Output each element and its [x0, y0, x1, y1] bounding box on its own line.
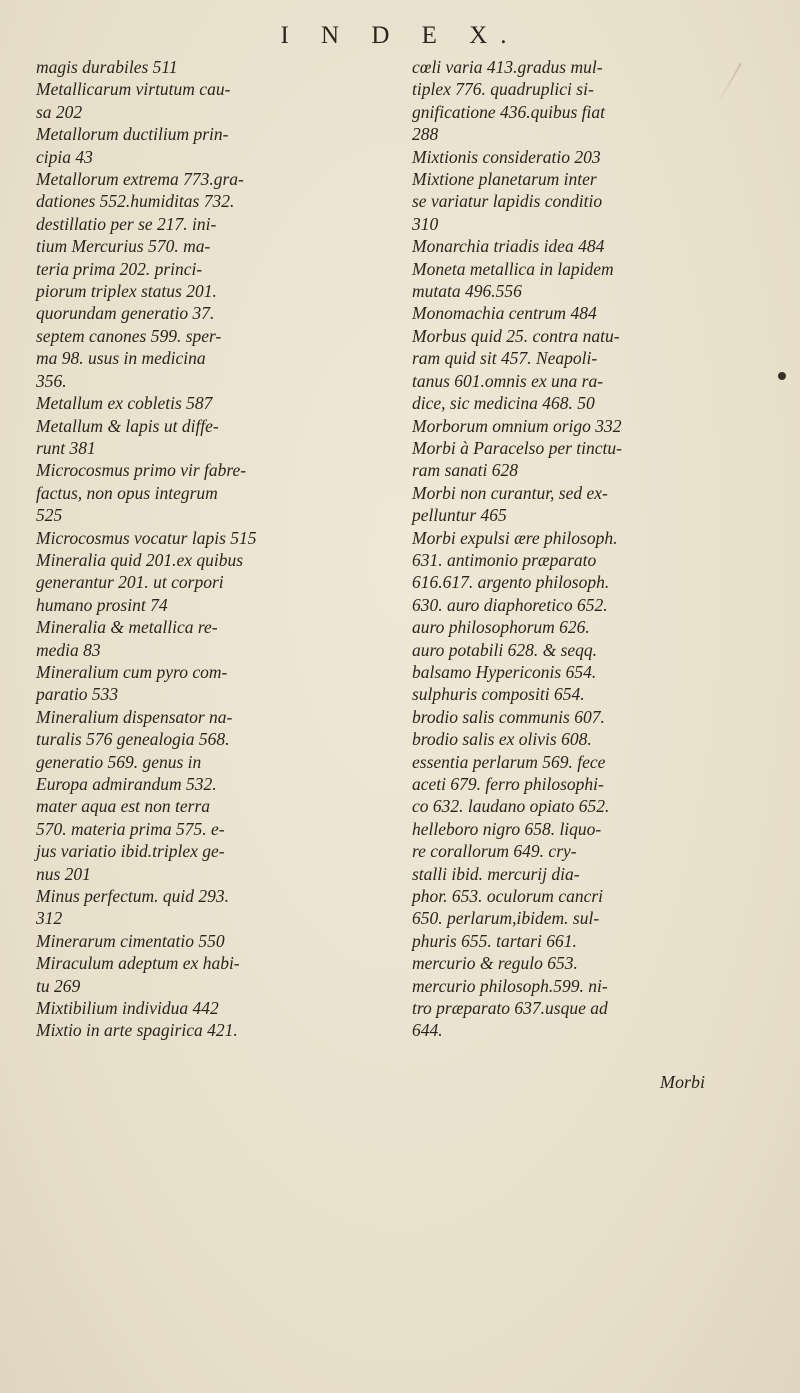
entry-line: sa 202 — [36, 101, 83, 122]
entry-line: dice, sic medicina 468. 50 — [412, 393, 595, 414]
index-entry — [36, 616, 352, 661]
entry-line: Mixtibilium individua 442 — [36, 998, 219, 1019]
entry-line: 631. antimonio præparato — [412, 549, 597, 570]
entry-line: Morbi expulsi ære philosoph. — [412, 527, 618, 548]
entry-line: 650. perlarum,ibidem. sul- — [412, 908, 600, 929]
index-entry — [412, 235, 730, 257]
entry-line: Monarchia triadis idea 484 — [412, 236, 605, 257]
index-entry — [36, 549, 352, 616]
entry-line: piorum triplex status 201. — [36, 281, 217, 302]
entry-line: Metallum ex cobletis 587 — [36, 393, 213, 414]
entry-line: mutata 496.556 — [412, 281, 522, 302]
index-entry — [412, 146, 730, 168]
entry-line: turalis 576 genealogia 568. — [36, 729, 230, 750]
entry-line: generantur 201. ut corpori — [36, 572, 224, 593]
entry-line: ram quid sit 457. Neapoli- — [412, 348, 598, 369]
entry-line: re corallorum 649. cry- — [412, 841, 577, 862]
left-column — [36, 56, 352, 1042]
entry-line: media 83 — [36, 639, 101, 660]
entry-line: tro præparato 637.usque ad — [412, 998, 608, 1019]
entry-line: 312 — [36, 908, 63, 929]
index-entry — [36, 706, 352, 885]
entry-line: 644. — [412, 1020, 443, 1041]
entry-line: stalli ibid. mercurij dia- — [412, 863, 580, 884]
entry-line: Minerarum cimentatio 550 — [36, 930, 225, 951]
entry-line: mercurio & regulo 653. — [412, 953, 578, 974]
entry-line: tanus 601.omnis ex una ra- — [412, 370, 604, 391]
entry-line: brodio salis communis 607. — [412, 706, 605, 727]
index-entry — [36, 415, 352, 460]
entry-line: tu 269 — [36, 975, 81, 996]
ink-spot — [778, 372, 786, 380]
entry-line: destillatio per se 217. ini- — [36, 213, 217, 234]
entry-line: co 632. laudano opiato 652. — [412, 796, 610, 817]
entry-line: brodio salis ex olivis 608. — [412, 729, 592, 750]
entry-line: Microcosmus vocatur lapis 515 — [36, 527, 257, 548]
index-entry — [36, 168, 352, 392]
index-entry — [36, 123, 352, 168]
entry-line: Mineralium dispensator na- — [36, 706, 233, 727]
entry-line: Minus perfectum. quid 293. — [36, 886, 229, 907]
entry-line: essentia perlarum 569. fece — [412, 751, 606, 772]
entry-line: teria prima 202. princi- — [36, 258, 203, 279]
entry-line: 525 — [36, 505, 63, 526]
entry-line: Microcosmus primo vir fabre- — [36, 460, 247, 481]
entry-line: jus variatio ibid.triplex ge- — [36, 841, 225, 862]
index-entry — [36, 661, 352, 706]
entry-line: Mineralia & metallica re- — [36, 617, 218, 638]
entry-line: Mixtionis consideratio 203 — [412, 146, 601, 167]
index-entry — [412, 325, 730, 415]
entry-line: 288 — [412, 124, 439, 145]
entry-line: dationes 552.humiditas 732. — [36, 191, 235, 212]
entry-line: ram sanati 628 — [412, 460, 518, 481]
entry-line: humano prosint 74 — [36, 594, 168, 615]
entry-line: cipia 43 — [36, 146, 93, 167]
entry-line: tium Mercurius 570. ma- — [36, 236, 211, 257]
right-column — [412, 56, 730, 1042]
entry-line: ma 98. usus in medicina — [36, 348, 206, 369]
index-entry — [36, 527, 352, 549]
index-entry — [36, 952, 352, 997]
entry-line: Metallicarum virtutum cau- — [36, 79, 231, 100]
entry-line: 356. — [36, 370, 67, 391]
entry-line: pelluntur 465 — [412, 505, 507, 526]
entry-line: Morborum omnium origo 332 — [412, 415, 622, 436]
index-entry — [412, 258, 730, 303]
page-header: I N D E X. — [280, 22, 520, 49]
index-entry — [36, 459, 352, 526]
entry-line: helleboro nigro 658. liquo- — [412, 818, 602, 839]
entry-line: septem canones 599. sper- — [36, 325, 222, 346]
index-entry — [36, 392, 352, 414]
entry-line: Metallorum extrema 773.gra- — [36, 169, 244, 190]
entry-line: Morbi non curantur, sed ex- — [412, 482, 608, 503]
entry-line: auro potabili 628. & seqq. — [412, 639, 598, 660]
catchword: Morbi — [660, 1072, 705, 1092]
entry-line: phuris 655. tartari 661. — [412, 930, 577, 951]
entry-line: 570. materia prima 575. e- — [36, 818, 225, 839]
entry-line: auro philosophorum 626. — [412, 617, 590, 638]
entry-line: runt 381 — [36, 437, 96, 458]
index-entry — [412, 482, 730, 527]
entry-line: quorundam generatio 37. — [36, 303, 215, 324]
entry-line: Moneta metallica in lapidem — [412, 258, 614, 279]
index-entry — [412, 527, 730, 1042]
index-entry — [412, 302, 730, 324]
entry-line: Mixtio in arte spagirica 421. — [36, 1020, 238, 1041]
entry-line: gnificatione 436.quibus fiat — [412, 101, 605, 122]
entry-line: Monomachia centrum 484 — [412, 303, 597, 324]
entry-line: factus, non opus integrum — [36, 482, 218, 503]
entry-line: balsamo Hypericonis 654. — [412, 661, 597, 682]
entry-line: Morbi à Paracelso per tinctu- — [412, 437, 622, 458]
entry-line: mercurio philosoph.599. ni- — [412, 975, 608, 996]
index-entry — [36, 997, 352, 1019]
index-entry — [36, 56, 352, 78]
entry-line: se variatur lapidis conditio — [412, 191, 603, 212]
entry-line: 310 — [412, 213, 439, 234]
entry-line: cœli varia 413.gradus mul- — [412, 57, 603, 77]
index-entry — [36, 885, 352, 930]
entry-line: Metallum & lapis ut diffe- — [36, 415, 219, 436]
entry-line: mater aqua est non terra — [36, 796, 211, 817]
entry-line: Mixtione planetarum inter — [412, 169, 597, 190]
index-entry — [36, 930, 352, 952]
index-entry — [412, 56, 730, 146]
entry-line: nus 201 — [36, 863, 91, 884]
entry-line: aceti 679. ferro philosophi- — [412, 774, 604, 794]
entry-line: Morbus quid 25. contra natu- — [412, 325, 620, 346]
entry-line: paratio 533 — [36, 684, 119, 705]
entry-line: magis durabiles 511 — [36, 57, 178, 77]
index-entry — [36, 78, 352, 123]
entry-line: 616.617. argento philosoph. — [412, 572, 610, 593]
index-entry — [412, 437, 730, 482]
entry-line: tiplex 776. quadruplici si- — [412, 79, 594, 100]
index-entry — [412, 415, 730, 437]
entry-line: phor. 653. oculorum cancri — [412, 886, 604, 907]
entry-line: generatio 569. genus in — [36, 751, 202, 772]
entry-line: Europa admirandum 532. — [36, 774, 217, 794]
entry-line: sulphuris compositi 654. — [412, 684, 585, 705]
entry-line: Metallorum ductilium prin- — [36, 124, 229, 145]
entry-line: 630. auro diaphoretico 652. — [412, 594, 608, 615]
entry-line: Miraculum adeptum ex habi- — [36, 953, 240, 974]
index-entry — [36, 1019, 352, 1041]
entry-line: Mineralia quid 201.ex quibus — [36, 549, 244, 570]
entry-line: Mineralium cum pyro com- — [36, 661, 228, 682]
index-entry — [412, 168, 730, 235]
